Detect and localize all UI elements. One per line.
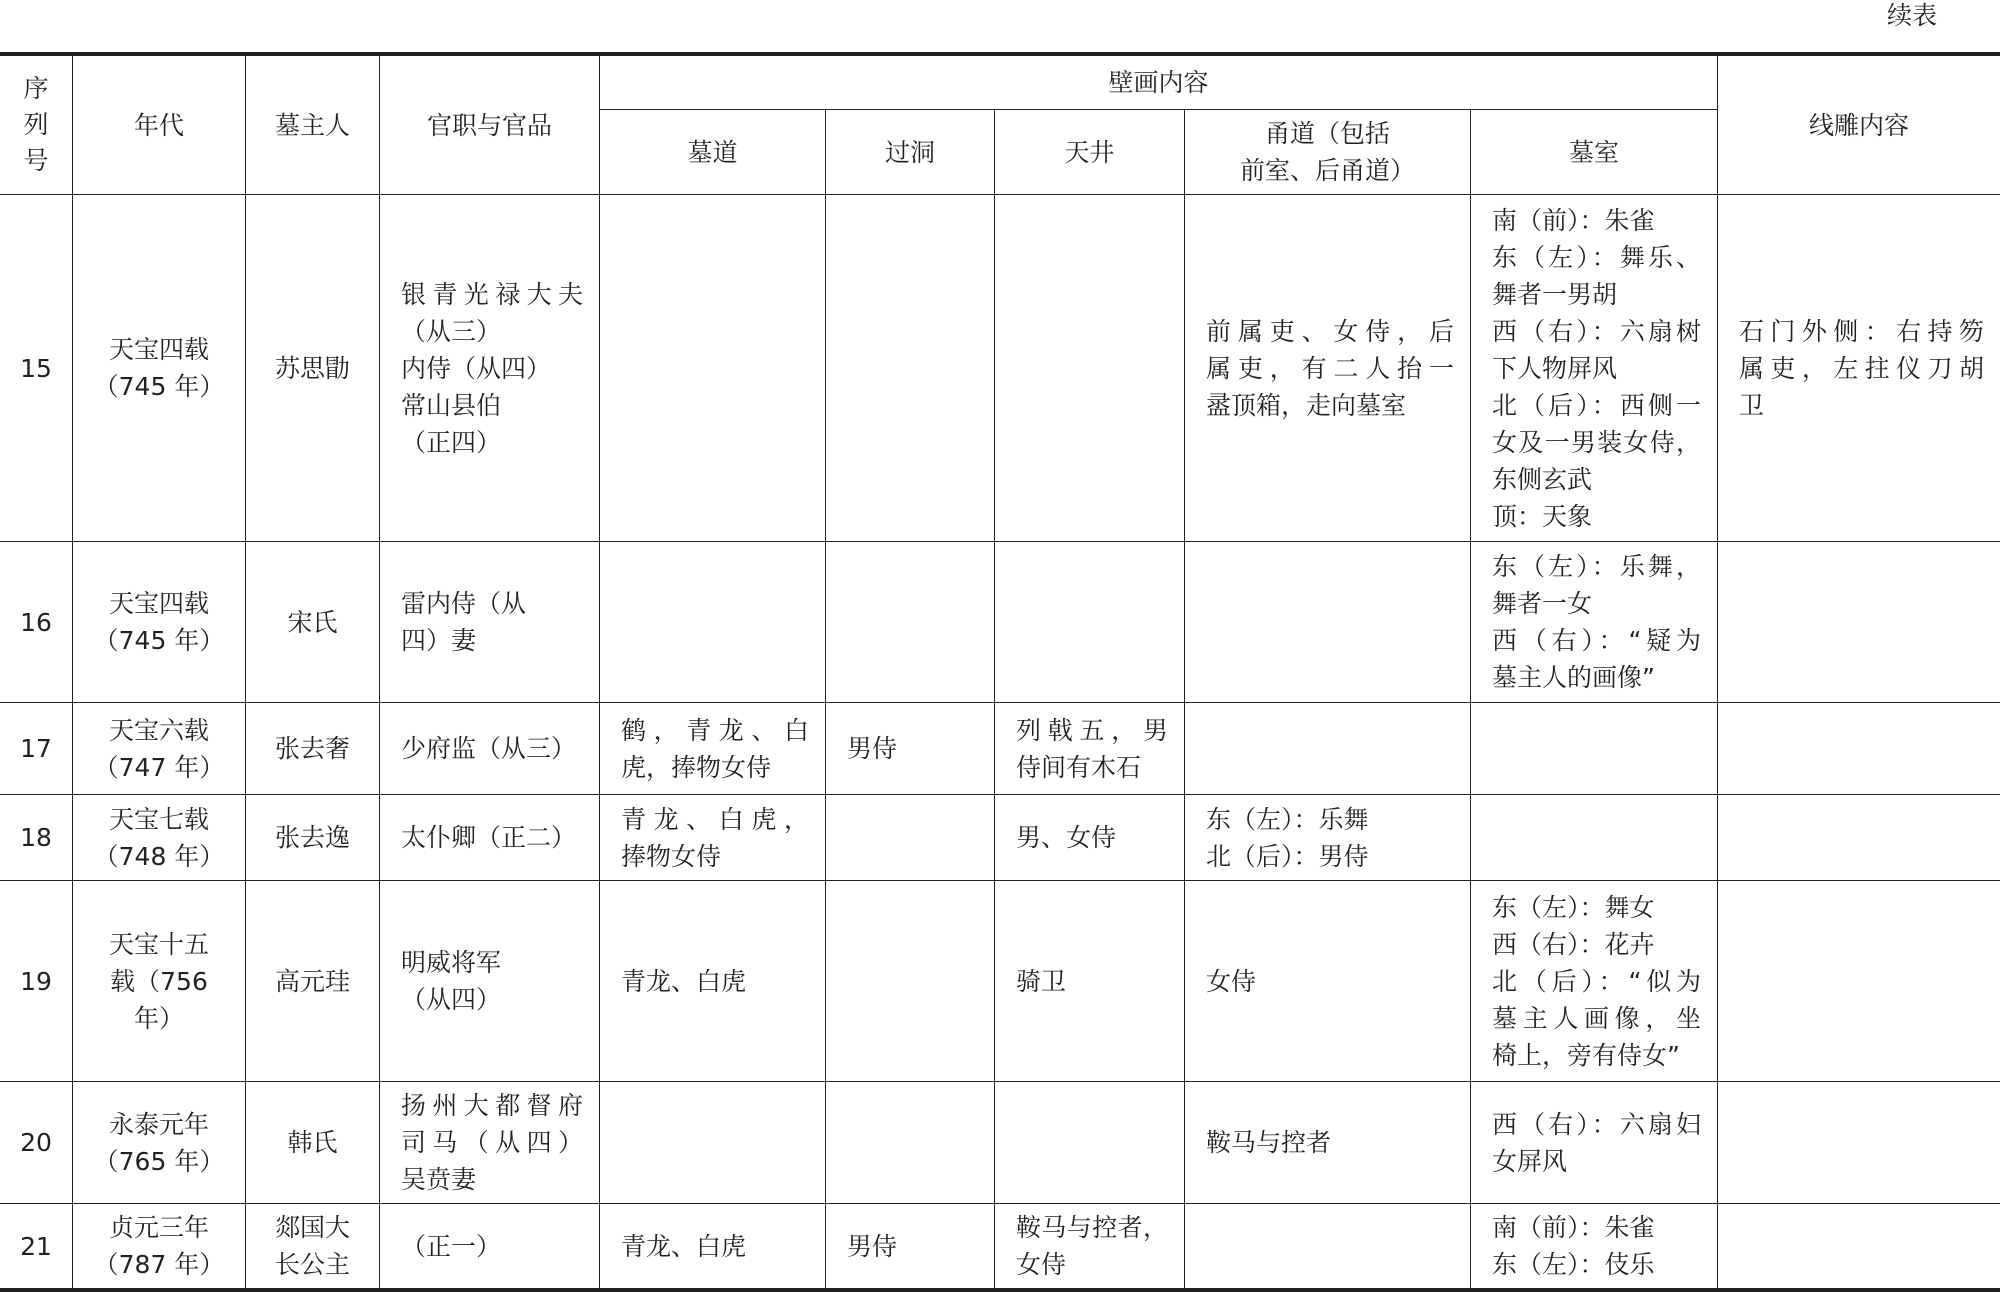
cell-tunnel <box>826 542 995 703</box>
era-line: （745 年） <box>93 626 225 655</box>
tomb-owner-line: 宋氏 <box>287 607 338 637</box>
serial-number-text: 16 <box>20 607 52 637</box>
corridor-line: 鞍马与控者 <box>1206 1128 1332 1157</box>
chamber-line: 东（左）：舞女 <box>1492 892 1655 922</box>
header-tomb-owner-label: 墓主人 <box>274 110 350 140</box>
cell-era <box>73 195 246 542</box>
cell-serial-number <box>0 795 73 881</box>
cell-shaft <box>995 881 1185 1082</box>
tomb-owner-line: 张去奢 <box>274 734 350 763</box>
header-corridor-line: 前室、后甬道） <box>1239 156 1415 185</box>
office-rank-line: （从四） <box>401 985 502 1014</box>
cell-office-rank <box>380 703 600 795</box>
cell-serial-number <box>0 1204 73 1288</box>
chamber-line: 墓主人画像，坐 <box>1492 1003 1701 1033</box>
cell-tunnel <box>826 795 995 881</box>
cell-tomb-owner <box>246 1204 380 1288</box>
cell-corridor <box>1185 542 1471 703</box>
chamber-line: 顶：天象 <box>1492 501 1593 531</box>
office-rank-line: 银青光禄大夫 <box>401 279 583 309</box>
cell-passage <box>600 795 826 881</box>
era-line: 天宝十五 <box>108 929 209 959</box>
cell-passage <box>600 542 826 703</box>
cell-tomb-owner <box>246 1082 380 1204</box>
cell-passage <box>600 1082 826 1204</box>
corridor-line: 前属吏、女侍，后 <box>1206 316 1454 346</box>
chamber-line: 北（后）：“似为 <box>1492 966 1701 996</box>
cell-tomb-owner <box>246 795 380 881</box>
cell-line-engraving <box>1718 795 2000 881</box>
engraving-line: 属吏，左拄仪刀胡 <box>1739 353 1984 383</box>
data-table <box>0 52 2000 1292</box>
cell-serial-number <box>0 881 73 1082</box>
chamber-line: 舞者一男胡 <box>1492 279 1618 309</box>
header-corridor-line: 甬道（包括 <box>1264 119 1390 148</box>
header-serial-number-label: 序列号 <box>23 74 49 175</box>
header-shaft <box>995 110 1185 195</box>
corridor-line: 东（左）：乐舞 <box>1206 804 1369 834</box>
era-line: 天宝七载 <box>108 804 209 834</box>
chamber-line: 东侧玄武 <box>1492 464 1593 494</box>
serial-number-text: 20 <box>20 1128 52 1157</box>
era-line: 天宝四载 <box>108 335 209 364</box>
header-chamber-label: 墓室 <box>1568 137 1619 167</box>
era-line: 载（756 <box>110 966 208 996</box>
cell-corridor <box>1185 1082 1471 1204</box>
era-line: 天宝四载 <box>108 589 209 618</box>
passage-line: 虎，捧物女侍 <box>621 752 772 782</box>
engraving-line: 石门外侧：右持笏 <box>1739 316 1984 346</box>
cell-shaft <box>995 1082 1185 1204</box>
tunnel-line: 男侍 <box>847 1231 898 1261</box>
corridor-line: 北（后）：男侍 <box>1206 841 1369 871</box>
cell-era <box>73 795 246 881</box>
cell-chamber <box>1471 1082 1718 1204</box>
office-rank-line: 四）妻 <box>401 626 477 655</box>
chamber-line: 西（右）：六扇妇 <box>1492 1109 1701 1139</box>
header-era <box>73 56 246 195</box>
tomb-owner-line: 苏思勖 <box>274 353 350 383</box>
chamber-line: 东（左）：舞乐、 <box>1492 242 1701 272</box>
cell-tunnel <box>826 195 995 542</box>
cell-serial-number <box>0 195 73 542</box>
cell-corridor <box>1185 195 1471 542</box>
office-rank-line: 少府监（从三） <box>401 734 577 763</box>
cell-corridor <box>1185 881 1471 1082</box>
serial-number-text: 17 <box>20 734 52 763</box>
header-era-label: 年代 <box>133 110 184 140</box>
corridor-line: 属吏，有二人抬一 <box>1206 353 1454 383</box>
cell-office-rank <box>380 1204 600 1288</box>
shaft-line: 侍间有木石 <box>1016 752 1142 782</box>
era-line: （765 年） <box>93 1146 225 1176</box>
passage-line: 鹤，青龙、白 <box>621 715 809 745</box>
cell-shaft <box>995 542 1185 703</box>
era-line: （787 年） <box>93 1250 225 1279</box>
cell-chamber <box>1471 881 1718 1082</box>
cell-era <box>73 703 246 795</box>
cell-shaft <box>995 703 1185 795</box>
chamber-line: 西（右）：花卉 <box>1492 929 1655 959</box>
chamber-line: 舞者一女 <box>1492 589 1593 618</box>
cell-corridor <box>1185 1204 1471 1288</box>
passage-line: 青龙、白虎， <box>621 804 809 834</box>
shaft-line: 列戟五，男 <box>1016 715 1168 745</box>
chamber-line: 女及一男装女侍， <box>1492 427 1701 457</box>
chamber-line: 北（后）：西侧一 <box>1492 390 1701 420</box>
cell-chamber <box>1471 195 1718 542</box>
cell-office-rank <box>380 195 600 542</box>
header-mural-content <box>600 56 1718 110</box>
chamber-line: 东（左）：乐舞， <box>1492 552 1701 581</box>
header-mural-content-label: 壁画内容 <box>1108 68 1209 97</box>
cell-line-engraving <box>1718 1082 2000 1204</box>
header-line-engraving-label: 线雕内容 <box>1808 110 1909 140</box>
cell-serial-number <box>0 542 73 703</box>
cell-chamber <box>1471 703 1718 795</box>
corridor-line: 盝顶箱，走向墓室 <box>1206 390 1407 420</box>
era-line: 天宝六载 <box>108 715 209 745</box>
cell-line-engraving <box>1718 542 2000 703</box>
cell-corridor <box>1185 703 1471 795</box>
cell-line-engraving <box>1718 881 2000 1082</box>
cell-era <box>73 1204 246 1288</box>
chamber-line: 女屏风 <box>1492 1146 1568 1176</box>
cell-passage <box>600 1204 826 1288</box>
era-line: （748 年） <box>93 841 225 871</box>
engraving-line: 卫 <box>1739 390 1765 420</box>
chamber-line: 下人物屏风 <box>1492 353 1618 383</box>
tomb-owner-line: 张去逸 <box>274 823 350 852</box>
cell-tomb-owner <box>246 703 380 795</box>
cell-passage <box>600 881 826 1082</box>
header-serial-number <box>0 56 73 195</box>
shaft-line: 男、女侍 <box>1016 823 1117 852</box>
cell-line-engraving <box>1718 1204 2000 1288</box>
cell-tunnel <box>826 1204 995 1288</box>
chamber-line: 墓主人的画像” <box>1492 663 1655 692</box>
cell-passage <box>600 195 826 542</box>
chamber-line: 西（右）：六扇树 <box>1492 316 1701 346</box>
cell-corridor <box>1185 795 1471 881</box>
tunnel-line: 男侍 <box>847 734 898 763</box>
header-office-rank <box>380 56 600 195</box>
serial-number-text: 19 <box>20 966 52 996</box>
cell-chamber <box>1471 1204 1718 1288</box>
office-rank-line: 吴贲妻 <box>401 1165 477 1194</box>
office-rank-line: 雷内侍（从 <box>401 589 527 618</box>
era-line: 永泰元年 <box>108 1109 209 1139</box>
shaft-line: 骑卫 <box>1016 966 1067 996</box>
cell-tomb-owner <box>246 195 380 542</box>
office-rank-line: （从三） <box>401 316 502 346</box>
serial-number-text: 15 <box>20 353 52 383</box>
header-chamber <box>1471 110 1718 195</box>
cell-line-engraving <box>1718 703 2000 795</box>
office-rank-line: 扬州大都督府 <box>401 1091 583 1120</box>
chamber-line: 南（前）：朱雀 <box>1492 205 1655 235</box>
passage-line: 青龙、白虎 <box>621 966 747 996</box>
cell-tomb-owner <box>246 542 380 703</box>
cell-line-engraving <box>1718 195 2000 542</box>
office-rank-line: 司马（从四） <box>401 1128 583 1157</box>
corridor-line: 女侍 <box>1206 966 1257 996</box>
office-rank-line: （正四） <box>401 427 502 457</box>
header-tunnel-label: 过洞 <box>884 137 935 167</box>
chamber-line: 西（右）：“疑为 <box>1492 626 1701 655</box>
office-rank-line: 明威将军 <box>401 948 502 977</box>
tomb-owner-line: 韩氏 <box>287 1128 338 1157</box>
passage-line: 青龙、白虎 <box>621 1231 747 1261</box>
tomb-owner-line: 郯国大 <box>274 1213 350 1242</box>
era-line: （745 年） <box>93 372 225 401</box>
chamber-line: 南（前）：朱雀 <box>1492 1213 1655 1242</box>
shaft-line: 鞍马与控者， <box>1016 1213 1168 1242</box>
header-line-engraving <box>1718 56 2000 195</box>
chamber-line: 椅上，旁有侍女” <box>1492 1040 1680 1070</box>
cell-serial-number <box>0 1082 73 1204</box>
header-passage <box>600 110 826 195</box>
passage-line: 捧物女侍 <box>621 841 722 871</box>
cell-tomb-owner <box>246 881 380 1082</box>
office-rank-line: （正一） <box>401 1231 502 1261</box>
serial-number-text: 18 <box>20 823 52 852</box>
cell-chamber <box>1471 795 1718 881</box>
tomb-owner-line: 长公主 <box>274 1250 350 1279</box>
cell-era <box>73 1082 246 1204</box>
era-line: 年） <box>133 1003 184 1033</box>
cell-passage <box>600 703 826 795</box>
header-passage-label: 墓道 <box>687 137 738 167</box>
era-line: （747 年） <box>93 752 225 782</box>
cell-office-rank <box>380 881 600 1082</box>
cell-serial-number <box>0 703 73 795</box>
cell-tunnel <box>826 881 995 1082</box>
header-shaft-label: 天井 <box>1064 137 1115 167</box>
cell-office-rank <box>380 542 600 703</box>
office-rank-line: 太仆卿（正二） <box>401 823 577 852</box>
continued-table-label: 续表 <box>1886 1 1937 30</box>
cell-shaft <box>995 1204 1185 1288</box>
cell-shaft <box>995 795 1185 881</box>
cell-office-rank <box>380 795 600 881</box>
office-rank-line: 内侍（从四） <box>401 353 552 383</box>
header-office-rank-label: 官职与官品 <box>426 110 552 140</box>
chamber-line: 东（左）：伎乐 <box>1492 1250 1655 1279</box>
cell-chamber <box>1471 542 1718 703</box>
header-tomb-owner <box>246 56 380 195</box>
cell-tunnel <box>826 703 995 795</box>
cell-tunnel <box>826 1082 995 1204</box>
cell-office-rank <box>380 1082 600 1204</box>
cell-shaft <box>995 195 1185 542</box>
serial-number-text: 21 <box>20 1231 52 1261</box>
header-corridor <box>1185 110 1471 195</box>
cell-era <box>73 542 246 703</box>
cell-era <box>73 881 246 1082</box>
office-rank-line: 常山县伯 <box>401 390 502 420</box>
era-line: 贞元三年 <box>108 1213 209 1242</box>
shaft-line: 女侍 <box>1016 1250 1067 1279</box>
header-tunnel <box>826 110 995 195</box>
tomb-owner-line: 高元珪 <box>274 966 350 996</box>
